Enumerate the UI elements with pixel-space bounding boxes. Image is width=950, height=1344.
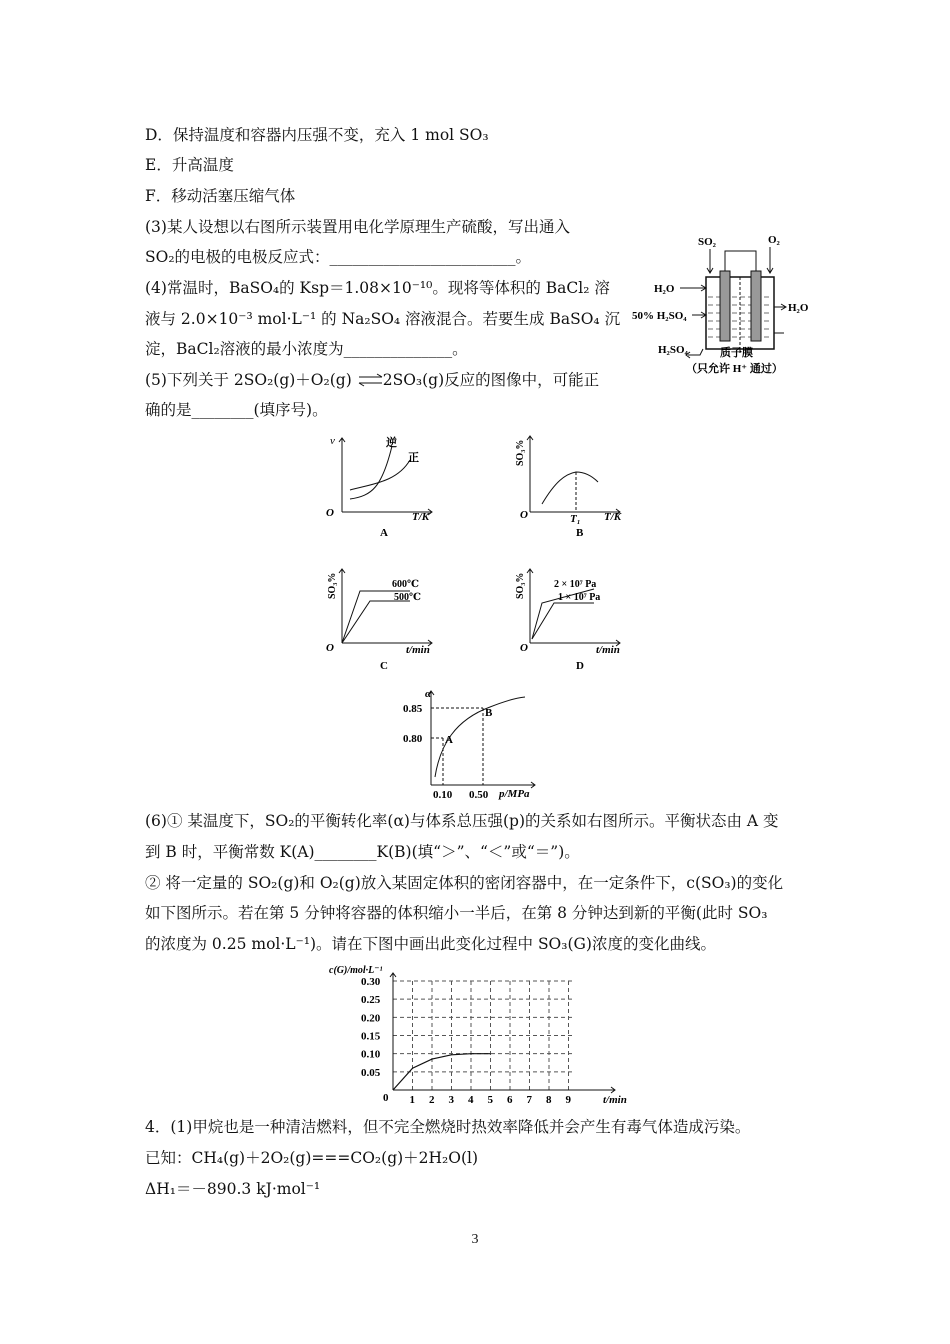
line-q4-b: 液与 2.0×10⁻³ mol·L⁻¹ 的 Na₂SO₄ 溶液混合。若要生成 BaSO₄ 沉	[145, 310, 621, 328]
graph-b	[510, 432, 635, 542]
conc-xtick: 5	[487, 1094, 493, 1106]
line-q6-2c: 的浓度为 0.25 mol·L⁻¹)。请在下图中画出此变化过程中 SO₃(G)浓度的变化曲线。	[145, 935, 716, 953]
line-q3-a: (3)某人设想以右图所示装置用电化学原理生产硫酸，写出通入	[145, 218, 570, 236]
concentration-graph	[325, 963, 635, 1111]
graph-a	[322, 432, 447, 542]
label-o2: O₂	[768, 234, 780, 246]
graph-c-xlabel: t/min	[406, 644, 430, 656]
alpha-xtick: 0.50	[469, 789, 489, 801]
line-q5-b: 确的是________(填序号)。	[145, 401, 328, 419]
graph-a-origin: O	[326, 507, 334, 519]
graph-a-xlabel: T/K	[412, 511, 430, 523]
page-number: 3	[471, 1232, 479, 1247]
graph-c-curve-500	[342, 601, 410, 643]
alpha-xlabel: p/MPa	[499, 788, 530, 800]
graph-b-caption: B	[576, 527, 584, 539]
line-known: 已知：CH₄(g)＋2O₂(g)===CO₂(g)＋2H₂O(l)	[145, 1149, 479, 1167]
line-option-e: E．升高温度	[145, 156, 234, 174]
line-q6-1a: (6)① 某温度下，SO₂的平衡转化率(α)与体系总压强(p)的关系如右图所示。平衡状态由 A 变	[145, 812, 779, 830]
label-membrane: 质子膜	[720, 347, 753, 359]
concentration-grid	[393, 981, 573, 1090]
line-option-d: D．保持温度和容器内压强不变，充入 1 mol SO₃	[145, 126, 489, 144]
graph-d-curve-1e7	[532, 603, 594, 639]
conc-ylabel: c(G)/mol·L⁻¹	[329, 965, 383, 976]
graph-b-origin: O	[520, 509, 528, 521]
line-q6-1b: 到 B 时，平衡常数 K(A)________K(B)(填“＞”、“＜”或“＝”)。	[145, 843, 580, 861]
conc-xtick: 9	[565, 1094, 571, 1106]
label-h2o-right: H₂O	[788, 302, 809, 314]
graph-d-label-1e7: 1 × 10⁷ Pa	[558, 592, 601, 603]
conc-xtick: 6	[507, 1094, 513, 1106]
graph-d-ylabel: SO₃%	[515, 572, 526, 599]
line-q5-a: (5)下列关于 2SO₂(g)＋O₂(g) 2SO₃(g)反应的图像中，可能正	[145, 371, 600, 389]
conc-ytick: 0.20	[361, 1012, 381, 1025]
graph-a-curve-forward	[350, 460, 410, 490]
conc-ytick: 0.15	[361, 1030, 381, 1043]
conc-ytick: 0.05	[361, 1066, 381, 1079]
conc-xtick: 2	[429, 1094, 435, 1106]
graph-a-curve-reverse	[350, 446, 392, 499]
line-q4-c: 淀，BaCl₂溶液的最小浓度为______________。	[145, 340, 468, 358]
conc-xtick: 4	[468, 1094, 474, 1106]
line-q6-2a: ② 将一定量的 SO₂(g)和 O₂(g)放入某固定体积的密闭容器中，在一定条件下，c(SO₃)的变化	[145, 874, 784, 892]
line-q4-1: 4．(1)甲烷也是一种清洁燃料，但不完全燃烧时热效率降低并会产生有毒气体造成污染。	[145, 1118, 751, 1136]
alpha-point-b: B	[485, 707, 493, 719]
line-q6-2b: 如下图所示。若在第 5 分钟将容器的体积缩小一半后，在第 8 分钟达到新的平衡(此时 SO₃	[145, 904, 768, 922]
line-q3-b: SO₂的电极的电极反应式：________________________。	[145, 248, 532, 266]
graph-b-ylabel: SO₃%	[515, 439, 526, 466]
graph-c	[322, 565, 447, 675]
graph-b-curve	[542, 472, 598, 504]
graph-c-label-500: 500℃	[394, 592, 421, 603]
alpha-pressure-graph	[395, 685, 555, 805]
conc-xlabel: t/min	[603, 1094, 627, 1106]
alpha-ytick: 0.85	[403, 703, 423, 715]
graph-a-label-reverse: 逆	[386, 437, 397, 449]
conc-ytick: 0.10	[361, 1048, 381, 1061]
graph-c-origin: O	[326, 642, 334, 654]
label-acid-out: H₂SO₄	[658, 344, 688, 356]
reversible-arrow-icon	[358, 373, 384, 387]
conc-xtick: 7	[526, 1094, 532, 1106]
graph-c-ylabel: SO₃%	[327, 572, 338, 599]
label-acid-in: 50% H₂SO₄	[632, 310, 687, 322]
conc-xtick: 8	[546, 1094, 552, 1106]
conc-origin: 0	[383, 1092, 389, 1104]
conc-xtick: 3	[448, 1094, 454, 1106]
graph-d-origin: O	[520, 642, 528, 654]
alpha-ylabel: α	[425, 688, 432, 700]
graph-c-caption: C	[380, 660, 388, 672]
graph-a-caption: A	[380, 527, 388, 539]
label-so2: SO₂	[698, 236, 716, 248]
line-q4-a: (4)常温时，BaSO₄的 Ksp＝1.08×10⁻¹⁰。现将等体积的 BaCl₂ 溶	[145, 279, 610, 297]
graph-d	[510, 565, 635, 675]
label-h2o-left: H₂O	[654, 283, 675, 295]
line-option-f: F．移动活塞压缩气体	[145, 187, 296, 205]
alpha-point-a: A	[445, 734, 453, 746]
graph-b-xlabel: T/K	[604, 511, 622, 523]
graph-a-ylabel: v	[330, 435, 335, 447]
line-delta-h: ΔH₁＝－890.3 kJ·mol⁻¹	[145, 1180, 321, 1198]
label-membrane-note: （只允许 H⁺ 通过）	[686, 363, 783, 375]
alpha-xtick: 0.10	[433, 789, 453, 801]
conc-ytick: 0.30	[361, 976, 381, 988]
alpha-ytick: 0.80	[403, 733, 423, 745]
graph-a-label-forward: 正	[408, 452, 419, 464]
conc-xtick: 1	[409, 1094, 415, 1106]
conc-ytick: 0.25	[361, 994, 381, 1007]
graph-d-xlabel: t/min	[596, 644, 620, 656]
graph-c-label-600: 600℃	[392, 579, 419, 590]
graph-b-tick: T₁	[570, 513, 581, 525]
graph-d-label-2e7: 2 × 10⁷ Pa	[554, 579, 597, 590]
graph-d-caption: D	[576, 660, 584, 672]
electrolysis-apparatus	[630, 225, 815, 385]
